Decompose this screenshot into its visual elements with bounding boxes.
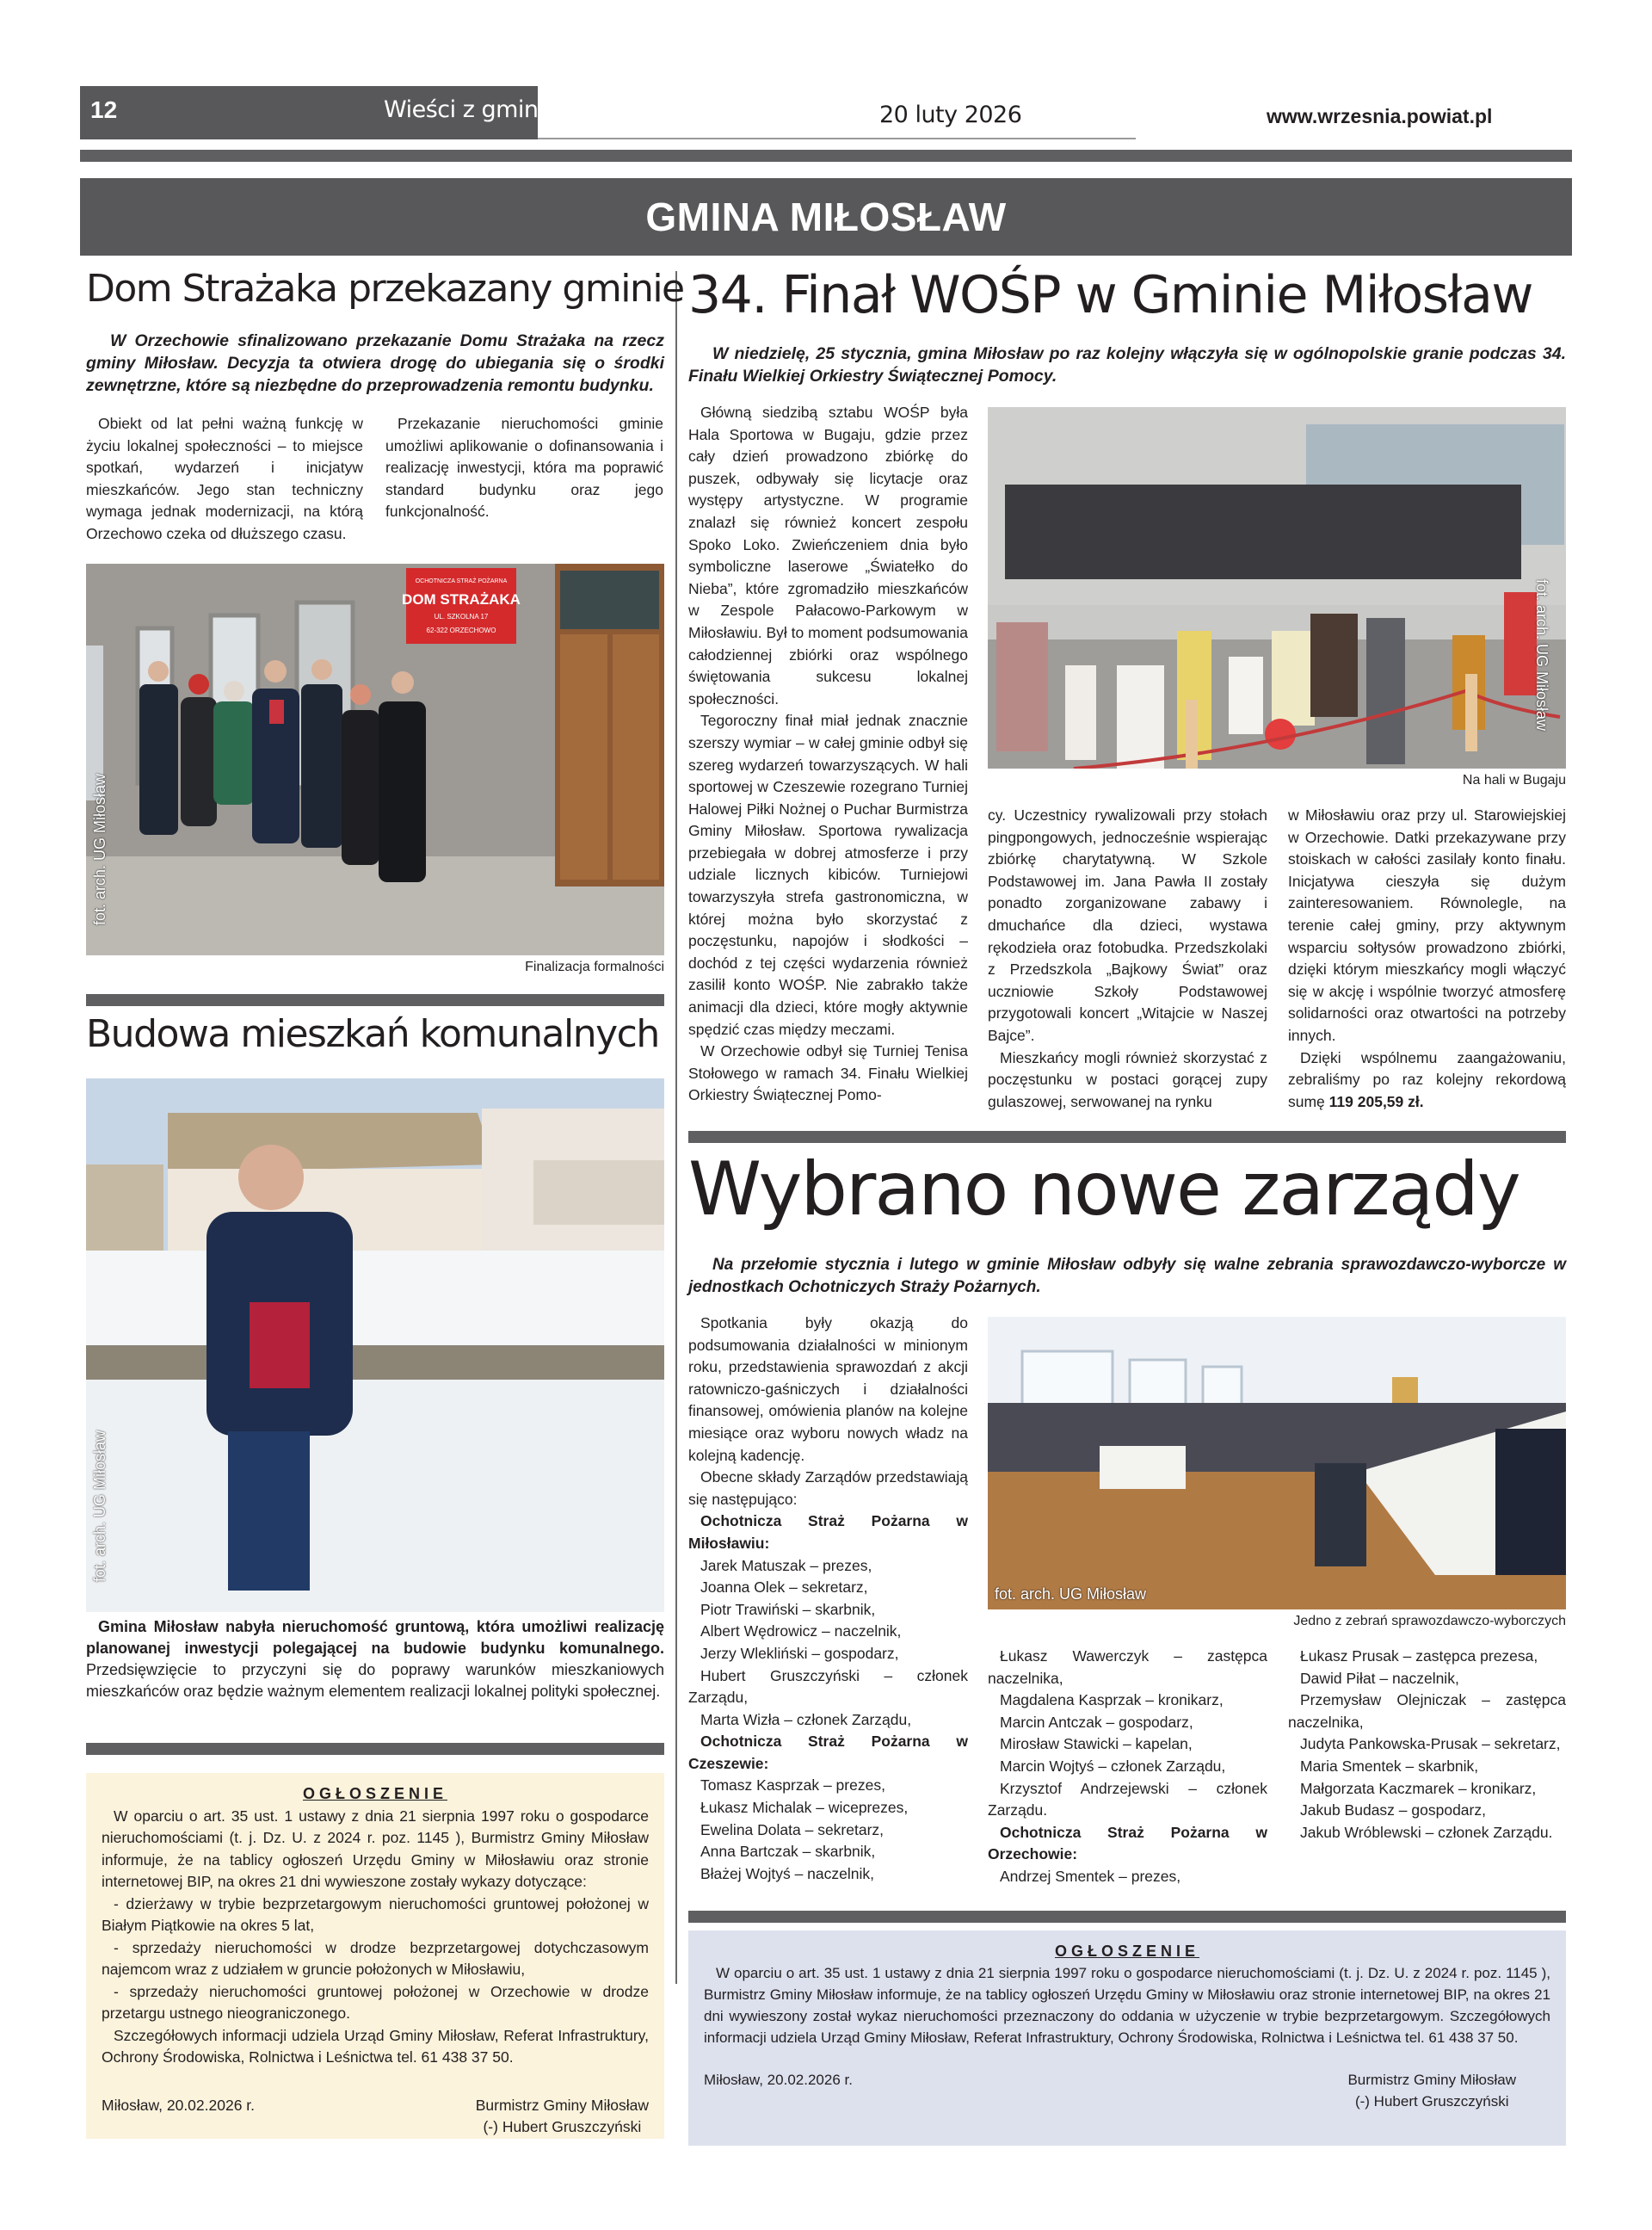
member: Ewelina Dolata – sekretarz, bbox=[700, 1820, 885, 1838]
column-divider bbox=[675, 271, 677, 1984]
notice-item: - dzierżawy w trybie bezprzetargowym nieruchomości gruntowej położonej w Białym Piątkowie na okres 5 lat, bbox=[102, 1894, 649, 1934]
member: Jerzy Wlekliński – gospodarz, bbox=[700, 1644, 899, 1662]
member: Marcin Antczak – gospodarz, bbox=[1000, 1713, 1193, 1731]
member: Tomasz Kasprzak – prezes, bbox=[700, 1776, 885, 1795]
section-title: GMINA MIŁOSŁAW bbox=[645, 195, 1007, 239]
paragraph: Tegoroczny finał miał jednak znacznie szerszy wymiar – w całej gminie odbył się szereg wydarzeń towarzyszących. W hali sportowej w Czeszewie rozegrano Turniej Halowej Piłki Nożnej o Puchar Burmistrza Gminy Miłosław. Sportowa rywalizacja przebiegała w dobrej atmosferze i przy udziale licznych kibiców. Turniejowi towarzyszyła strefa gastronomiczna, w której można było skorzystać z poczęstunku, napojów i słodkości – dochód z tej części wydarzenia również zasilił konto WOŚP. Nie zabrakło także animacji dla dzieci, które mogły aktywnie spędzić czas między meczami. bbox=[688, 712, 968, 1038]
sign-line4: 62-322 ORZECHOWO bbox=[426, 627, 496, 634]
website-link[interactable]: www.wrzesnia.powiat.pl bbox=[1267, 105, 1493, 127]
article-rule bbox=[86, 994, 664, 1006]
article-body-wosp-col2 bbox=[988, 805, 1267, 1113]
member: Łukasz Prusak – zastępca prezesa, bbox=[1300, 1647, 1538, 1665]
photo-caption: Finalizacja formalności bbox=[525, 960, 664, 974]
member: Jakub Budasz – gospodarz, bbox=[1300, 1801, 1486, 1819]
member: Marta Wizła – członek Zarządu, bbox=[700, 1710, 912, 1728]
member: Joanna Olek – sekretarz, bbox=[700, 1578, 868, 1597]
notice-place-date: Miłosław, 20.02.2026 r. bbox=[102, 2096, 256, 2114]
article-body-wosp-col1 bbox=[688, 402, 968, 1107]
photo-scene bbox=[86, 564, 664, 955]
article-lead-wosp: W niedzielę, 25 stycznia, gmina Miłosław po raz kolejny włączyła się w ogólnopolskie granie podczas 34. Finału Wielkiej Orkiestry Świątecznej Pomocy. bbox=[688, 344, 1566, 386]
issue-date: 20 luty 2026 bbox=[879, 102, 1022, 128]
notice-item: - sprzedaży nieruchomości w drodze bezprzetargowej dotychczasowym najemcom wraz z udziałem w gruncie położonych w Miłosławiu, bbox=[102, 1938, 649, 1978]
photo-credit: fot. arch. UG Miłosław bbox=[995, 1585, 1147, 1603]
paragraph: Przedsięwzięcie to przyczyni się do poprawy warunków mieszkaniowych mieszkańców oraz będzie ważnym elementem realizacji lokalnej polityki społecznej. bbox=[86, 1661, 664, 1700]
sign-line3: UL. SZKOLNA 17 bbox=[434, 613, 489, 621]
article-body-col2 bbox=[385, 413, 663, 523]
photo-scene bbox=[86, 1078, 664, 1612]
paragraph: Przekazanie nieruchomości gminie umożliwi aplikowanie o dofinansowania i realizację inwestycji, która ma poprawić standard budynku oraz jego funkcjonalność. bbox=[385, 415, 663, 521]
photo-wosp bbox=[988, 407, 1566, 769]
photo-credit: fot. arch. UG Miłosław bbox=[91, 773, 108, 925]
notice-signer-title: Burmistrz Gminy Miłosław bbox=[475, 2096, 649, 2114]
sign-line1: OCHOTNICZA STRAŻ POŻARNA bbox=[415, 578, 508, 584]
article-lead-zarzady: Na przełomie stycznia i lutego w gminie Miłosław odbyły się walne zebrania sprawozdawczo-wyborcze w jednostkach Ochotniczych Straży Pożarnych. bbox=[688, 1256, 1566, 1296]
article-title-wosp: 34. Finał WOŚP w Gminie Miłosław bbox=[688, 265, 1532, 325]
article-rule bbox=[86, 1743, 664, 1755]
paragraph: w Miłosławiu oraz przy ul. Starowiejskiej w Orzechowie. Datki przekazywane przy stoiskach w całości zasilały konto finału. Inicjatywa cieszyła się dużym zainteresowaniem. Równolegle, na terenie całej gminy, przy aktywnym wsparciu sołtysów prowadzono zbiórki, dzięki którym mieszkańcy mogli włączyć się w akcję i wspólnie tworzyć atmosferę solidarności oraz otwartości na potrzeby innych. bbox=[1288, 806, 1566, 1044]
member: Anna Bartczak – skarbnik, bbox=[700, 1843, 876, 1861]
notice-right bbox=[688, 1930, 1566, 2146]
sign-line2: DOM STRAŻAKA bbox=[402, 591, 521, 608]
member: Andrzej Smentek – prezes, bbox=[1000, 1867, 1181, 1885]
article-body-col1 bbox=[86, 413, 363, 546]
article-title-zarzady: Wybrano nowe zarządy bbox=[688, 1146, 1519, 1232]
article-body-zarzady-col2 bbox=[988, 1646, 1267, 1888]
article-body-zarzady-col3 bbox=[1288, 1646, 1566, 1844]
photo-dom-strazaka bbox=[86, 564, 664, 955]
article-body-wosp-col3 bbox=[1288, 805, 1566, 1113]
member: Przemysław Olejniczak – zastępca naczelnika, bbox=[1288, 1691, 1566, 1731]
paragraph: Dzięki wspólnemu zaangażowaniu, zebraliśmy po raz kolejny rekordową sumę bbox=[1288, 1048, 1566, 1110]
member: Jakub Wróblewski – członek Zarządu. bbox=[1300, 1823, 1553, 1841]
photo-scene bbox=[988, 1317, 1566, 1609]
notice-signer-name: (-) Hubert Gruszczyński bbox=[1354, 2093, 1509, 2110]
article-body-zarzady-col1 bbox=[688, 1313, 968, 1885]
notice-item: - sprzedaży nieruchomości gruntowej położonej w Orzechowie w drodze przetargu ustnego nieograniczonego. bbox=[102, 1982, 649, 2022]
member: Łukasz Michalak – wiceprezes, bbox=[700, 1799, 909, 1817]
article-title-mieszkania: Budowa mieszkań komunalnych bbox=[86, 1012, 659, 1056]
member: Magdalena Kasprzak – kronikarz, bbox=[1000, 1691, 1224, 1709]
photo-mieszkania bbox=[86, 1078, 664, 1612]
photo-credit: fot. arch. UG Miłosław bbox=[1533, 579, 1550, 732]
member: Hubert Gruszczyński – członek Zarządu, bbox=[688, 1666, 968, 1707]
unit-name: Ochotnicza Straż Pożarna w Miłosławiu: bbox=[688, 1512, 968, 1552]
photo-caption: Na hali w Bugaju bbox=[1462, 773, 1566, 788]
notice-contact: Szczegółowych informacji udziela Urząd Gminy Miłosław, Referat Infrastruktury, Ochrony Środowiska, Rolnictwa i Leśnictwa tel. 61 438 37 50. bbox=[102, 2026, 649, 2066]
photo-credit: fot. arch. UG Miłosław bbox=[91, 1430, 108, 1582]
member: Dawid Piłat – naczelnik, bbox=[1300, 1669, 1459, 1687]
paragraph: Obecne składy Zarządów przedstawiają się następująco: bbox=[688, 1468, 968, 1508]
article-title-dom-strazaka: Dom Strażaka przekazany gminie bbox=[86, 267, 684, 311]
paragraph: Główną siedzibą sztabu WOŚP była Hala Sportowa w Bugaju, gdzie przez cały dzień prowadzono zbiórkę do puszek, odbywały się licytacje oraz występy artystyczne. W programie znalazł się również koncert zespołu Spoko Loko. Zwieńczeniem dnia było symboliczne laserowe „Światełko do Nieba”, które zgromadziło mieszkańców w Zespole Pałacowo-Parkowym w Miłosławiu. Był to moment podsumowania całodziennej zbiórki oraz wspólnego świętowania sukcesu lokalnej społeczności. bbox=[688, 404, 968, 707]
member: Marcin Wojtyś – członek Zarządu, bbox=[1000, 1757, 1226, 1775]
member: Albert Wędrowicz – naczelnik, bbox=[700, 1622, 902, 1640]
notice-left bbox=[86, 1773, 664, 2139]
section-band bbox=[80, 178, 1572, 256]
photo-scene bbox=[988, 407, 1566, 769]
notice-signer-name: (-) Hubert Gruszczyński bbox=[483, 2118, 642, 2135]
member: Małgorzata Kaczmarek – kronikarz, bbox=[1300, 1779, 1537, 1797]
member: Piotr Trawiński – skarbnik, bbox=[700, 1600, 876, 1618]
notice-signer-title: Burmistrz Gminy Miłosław bbox=[1347, 2072, 1516, 2088]
paragraph: W Orzechowie odbył się Turniej Tenisa Stołowego w ramach 34. Finału Wielkiej Orkiestry Świątecznej Pomo- bbox=[688, 1042, 968, 1104]
notice-place-date: Miłosław, 20.02.2026 r. bbox=[704, 2072, 853, 2088]
header-rule bbox=[80, 150, 1572, 162]
paragraph: Obiekt od lat pełni ważną funkcję w życiu lokalnej społeczności – to miejsce spotkań, wydarzeń i inicjatyw mieszkańców. Jego stan techniczny wymaga jednak modernizacji, na którą Orzechowo czeka od dłuższego czasu. bbox=[86, 415, 363, 542]
paragraph: cy. Uczestnicy rywalizowali przy stołach pingpongowych, jednocześnie wspierając zbiórkę charytatywną. W Szkole Podstawowej im. Jana Pawła II zostały ponadto zorganizowane zabawy i dmuchańce dla dzieci, wystawa rękodzieła oraz fotobudka. Przedszkolaki z Przedszkola „Bajkowy Świat” oraz uczniowie Szkoły Podstawowej przygotowali koncert „Witajcie w Naszej Bajce”. bbox=[988, 806, 1267, 1044]
paragraph-bold: Gmina Miłosław nabyła nieruchomość gruntową, która umożliwi realizację planowanej inwestycji polegającej na budowie budynku komunalnego. bbox=[86, 1618, 664, 1657]
article-body-mieszkania bbox=[86, 1616, 664, 1702]
notice-title: OGŁOSZENIE bbox=[302, 1785, 447, 1802]
member: Maria Smentek – skarbnik, bbox=[1300, 1757, 1479, 1775]
member: Błażej Wojtyś – naczelnik, bbox=[700, 1864, 874, 1882]
member: Jarek Matuszak – prezes, bbox=[700, 1556, 872, 1574]
notice-text: W oparciu o art. 35 ust. 1 ustawy z dnia 21 sierpnia 1997 roku o gospodarce nieruchomościami (t. j. Dz. U. z 2024 r. poz. 1145 ), Burmistrz Gminy Miłosław informuje, że na tablicy ogłoszeń Urzędu Gminy w Miłosławiu oraz stronie internetowej BIP, na okres 21 dni wywieszony został wykaz nieruchomości przeznaczony do oddania w użyczenie w trybie bezprzetargowym. Szczegółowych informacji udziela Urząd Gminy Miłosław, Referat Infrastruktury, Ochrony Środowiska, Rolnictwa i Leśnictwa tel. 61 438 37 50. bbox=[704, 1965, 1550, 2046]
article-lead-dom-strazaka: W Orzechowie sfinalizowano przekazanie Domu Strażaka na rzecz gminy Miłosław. Decyzja ta otwiera drogę do ubiegania się o środki zewnętrzne, które są niezbędne do przeprowadzenia remontu budynku. bbox=[86, 331, 664, 395]
paragraph: Mieszkańcy mogli również skorzystać z poczęstunku w postaci gorącej zupy gulaszowej, serwowanej na rynku bbox=[988, 1048, 1267, 1110]
header-divider bbox=[538, 138, 1136, 139]
unit-name: Ochotnicza Straż Pożarna w Czeszewie: bbox=[688, 1733, 968, 1772]
notice-intro: W oparciu o art. 35 ust. 1 ustawy z dnia 21 sierpnia 1997 roku o gospodarce nieruchomościami (t. j. Dz. U. z 2024 r. poz. 1145 ), Burmistrz Gminy Miłosław informuje, że na tablicy ogłoszeń Urzędu Gminy w Miłosławiu oraz stronie internetowej BIP, na okres 21 dni wywieszone zostały wykazy dotyczące: bbox=[102, 1807, 649, 1890]
section-name: Wieści z gmin bbox=[384, 96, 539, 123]
notice-title: OGŁOSZENIE bbox=[1054, 1943, 1199, 1960]
member: Mirosław Stawicki – kapelan, bbox=[1000, 1735, 1193, 1753]
member: Łukasz Wawerczyk – zastępca naczelnika, bbox=[988, 1647, 1267, 1687]
member: Judyta Pankowska-Prusak – sekretarz, bbox=[1300, 1735, 1561, 1753]
article-rule bbox=[688, 1911, 1566, 1923]
member: Krzysztof Andrzejewski – członek Zarządu. bbox=[988, 1779, 1267, 1819]
paragraph: Spotkania były okazją do podsumowania działalności w minionym roku, przedstawienia sprawozdań z akcji ratowniczo-gaśniczych i działalności finansowej, omówienia planów na kolejne miesiące oraz wyboru nowych władz na kolejną kadencję. bbox=[688, 1314, 968, 1464]
final-amount: 119 205,59 zł. bbox=[1328, 1092, 1424, 1110]
page-number: 12 bbox=[90, 96, 118, 123]
unit-name: Ochotnicza Straż Pożarna w Orzechowie: bbox=[988, 1823, 1267, 1863]
article-rule bbox=[688, 1131, 1566, 1143]
photo-caption: Jedno z zebrań sprawozdawczo-wyborczych bbox=[1293, 1614, 1566, 1628]
photo-zarzady bbox=[988, 1317, 1566, 1609]
